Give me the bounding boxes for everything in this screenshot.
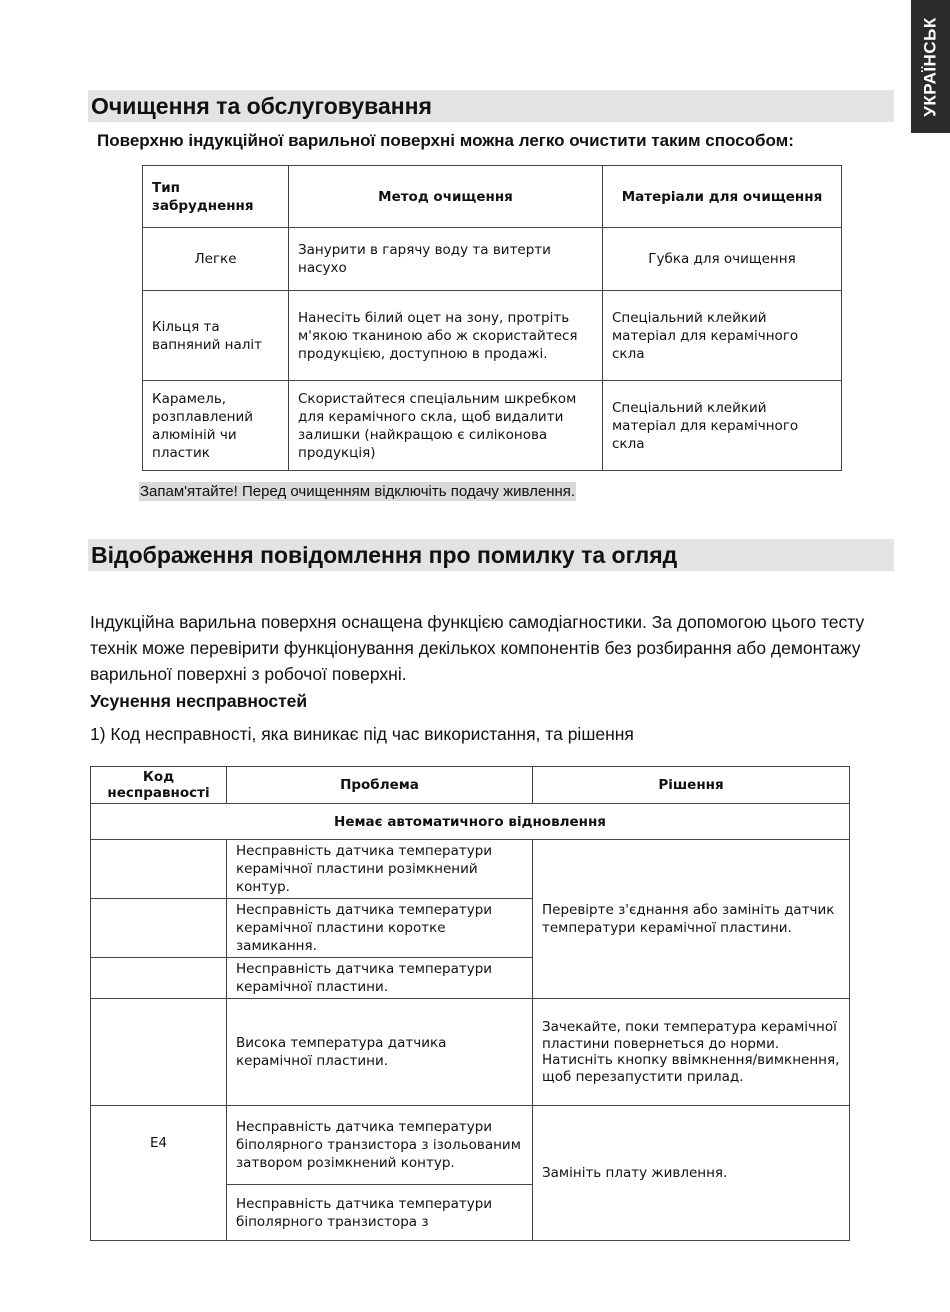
self-diagnostics-paragraph: Індукційна варильна поверхня оснащена функцією самодіагностики. За допомогою цього тесту технік може перевірити функціонування декількох компонентів без розбирання або демонтажу варильної поверхні з робочої поверхні. [90, 612, 865, 684]
header-method: Метод очищення [289, 166, 603, 228]
materials-cell: Губка для очищення [603, 228, 842, 291]
dirt-type-cell: Кільця та вапняний наліт [143, 291, 289, 381]
dirt-type-cell: Карамель, розплавлений алюміній чи пластик [143, 381, 289, 471]
solution-cell: Перевірте з'єднання або замініть датчик температури керамічної пластини. [533, 840, 850, 999]
cleaning-subtitle: Поверхню індукційної варильної поверхні можна легко очистити таким способом: [97, 131, 794, 150]
section-errors-title: Відображення повідомлення про помилку та огляд [88, 539, 894, 571]
solution-restart-text: Натисніть кнопку ввімкнення/вимкнення, щоб перезапустити прилад. [542, 1052, 840, 1085]
materials-cell: Спеціальний клейкий матеріал для керамічного скла [603, 381, 842, 471]
table-row [143, 291, 842, 381]
group-label: Немає автоматичного відновлення [91, 804, 850, 840]
problem-cell: Несправність датчика температури біполярного транзистора з [227, 1185, 533, 1241]
table-row [91, 1106, 850, 1185]
group-row [91, 804, 850, 840]
table-header-row [143, 166, 842, 228]
problem-cell: Несправність датчика температури біполярного транзистора з ізольованим затвором розімкнений контур. [227, 1106, 533, 1185]
table-row [91, 999, 850, 1106]
code-cell [91, 999, 227, 1106]
method-cell: Нанесіть білий оцет на зону, протріть м'якою тканиною або ж скористайтеся продукцією, доступною в продажі. [289, 291, 603, 381]
problem-cell: Висока температура датчика керамічної пластини. [227, 999, 533, 1106]
code-cell [91, 840, 227, 899]
problem-cell: Несправність датчика температури керамічної пластини. [227, 958, 533, 999]
code-cell [91, 899, 227, 958]
header-solution: Рішення [533, 767, 850, 804]
code-cell [91, 958, 227, 999]
materials-cell: Спеціальний клейкий матеріал для керамічного скла [603, 291, 842, 381]
problem-cell: Несправність датчика температури керамічної пластини розімкнений контур. [227, 840, 533, 899]
code-cell: E4 [91, 1106, 227, 1241]
section-cleaning-title: Очищення та обслуговування [88, 90, 894, 122]
solution-cell [533, 999, 850, 1106]
table-row [143, 228, 842, 291]
solution-cell: Замініть плату живлення. [533, 1106, 850, 1241]
solution-wait-text: Зачекайте, поки температура керамічної пластини повернеться до норми. [542, 1019, 837, 1052]
language-tab-label: УКРАЇНСЬК [920, 16, 940, 117]
table-header-row [91, 767, 850, 804]
list-item: 1) Код несправності, яка виникає під час використання, та рішення [90, 724, 634, 744]
method-cell: Занурити в гарячу воду та витерти насухо [289, 228, 603, 291]
problem-cell: Несправність датчика температури керамічної пластини коротке замикання. [227, 899, 533, 958]
cleaning-table [142, 165, 842, 471]
header-dirt-type: Тип забруднення [143, 166, 289, 228]
error-codes-table [90, 766, 850, 1241]
header-problem: Проблема [227, 767, 533, 804]
method-cell: Скористайтеся спеціальним шкребком для керамічного скла, щоб видалити залишки (найкращою є силіконова продукція) [289, 381, 603, 471]
table-row [143, 381, 842, 471]
header-error-code: Код несправності [91, 767, 227, 804]
power-off-note: Запам'ятайте! Перед очищенням відключіть подачу живлення. [140, 483, 576, 500]
troubleshooting-heading: Усунення несправностей [90, 691, 308, 711]
header-materials: Матеріали для очищення [603, 166, 842, 228]
dirt-type-cell: Легке [143, 228, 289, 291]
language-tab [911, 0, 950, 133]
table-row [91, 840, 850, 899]
